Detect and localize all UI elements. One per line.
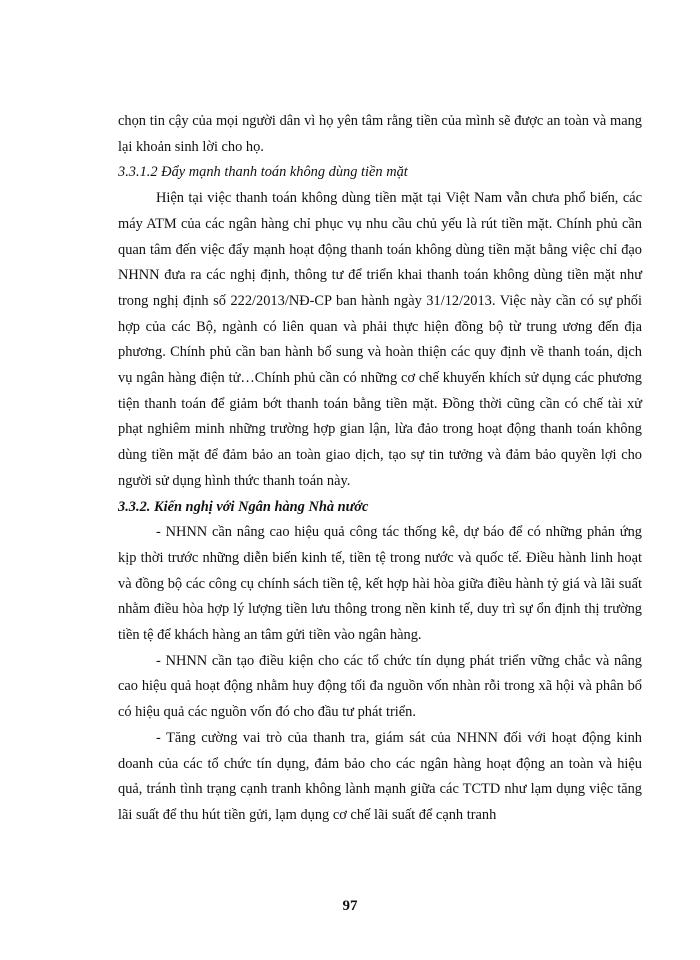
page-body [118, 109, 642, 829]
paragraph-recommendation-3: - Tăng cường vai trò của thanh tra, giám sát của NHNN đối với hoạt động kinh doanh của các tổ chức tín dụng, đảm bảo cho các ngân hàng hoạt động an toàn và hiệu quả, tránh tình trạng cạnh tranh không lành mạnh giữa các TCTD như lạm dụng việc tăng lãi suất để thu hút tiền gửi, lạm dụng cơ chế lãi suất để cạnh tranh [118, 729, 642, 823]
page-number: 97 [342, 898, 358, 914]
paragraph-cashless-payment: Hiện tại việc thanh toán không dùng tiền mặt tại Việt Nam vẫn chưa phổ biến, các máy ATM của các ngân hàng chỉ phục vụ nhu cầu chủ yếu là rút tiền mặt. Chính phủ cần quan tâm đến việc đẩy mạnh hoạt động thanh toán không dùng tiền mặt bằng việc chỉ đạo NHNN đưa ra các nghị định, thông tư để triển khai thanh toán không dùng tiền mặt như trong nghị định số 222/2013/NĐ-CP ban hành ngày 31/12/2013. Việc này cần có sự phối hợp của các Bộ, ngành có liên quan và phải thực hiện đồng bộ từ trung ương đến địa phương. Chính phủ cần ban hành bổ sung và hoàn thiện các quy định về thanh toán, dịch vụ ngân hàng điện tử…Chính phủ cần có những cơ chế khuyến khích sử dụng các phương tiện thanh toán để giảm bớt thanh toán bằng tiền mặt. Đồng thời cũng cần có chế tài xử phạt nghiêm minh những trường hợp gian lận, lừa đảo trong hoạt động thanh toán không dùng tiền mặt để đảm bảo an toàn giao dịch, tạo sự tin tưởng và đảm bảo quyền lợi cho người sử dụng hình thức thanh toán này. [118, 190, 642, 489]
paragraph-continuation: chọn tin cậy của mọi người dân vì họ yên tâm rằng tiền của mình sẽ được an toàn và mang lại khoản sinh lời cho họ. [118, 113, 642, 155]
subsection-heading: 3.3.1.2 Đẩy mạnh thanh toán không dùng tiền mặt [118, 164, 408, 181]
paragraph-recommendation-1: - NHNN cần nâng cao hiệu quả công tác thống kê, dự báo để có những phản ứng kịp thời trước những diễn biến kinh tế, tiền tệ trong nước và quốc tế. Điều hành linh hoạt và đồng bộ các công cụ chính sách tiền tệ, kết hợp hài hòa giữa điều hành tỷ giá và lãi suất nhằm điều hòa hợp lý lượng tiền lưu thông trong nền kinh tế, duy trì sự ổn định thị trường tiền tệ để khách hàng an tâm gửi tiền vào ngân hàng. [118, 524, 642, 644]
section-heading: 3.3.2. Kiến nghị với Ngân hàng Nhà nước [118, 498, 369, 515]
paragraph-recommendation-2: - NHNN cần tạo điều kiện cho các tổ chức tín dụng phát triển vững chắc và nâng cao hiệu quả hoạt động nhằm huy động tối đa nguồn vốn nhàn rỗi trong xã hội và phân bổ có hiệu quả các nguồn vốn đó cho đầu tư phát triển. [118, 652, 642, 721]
